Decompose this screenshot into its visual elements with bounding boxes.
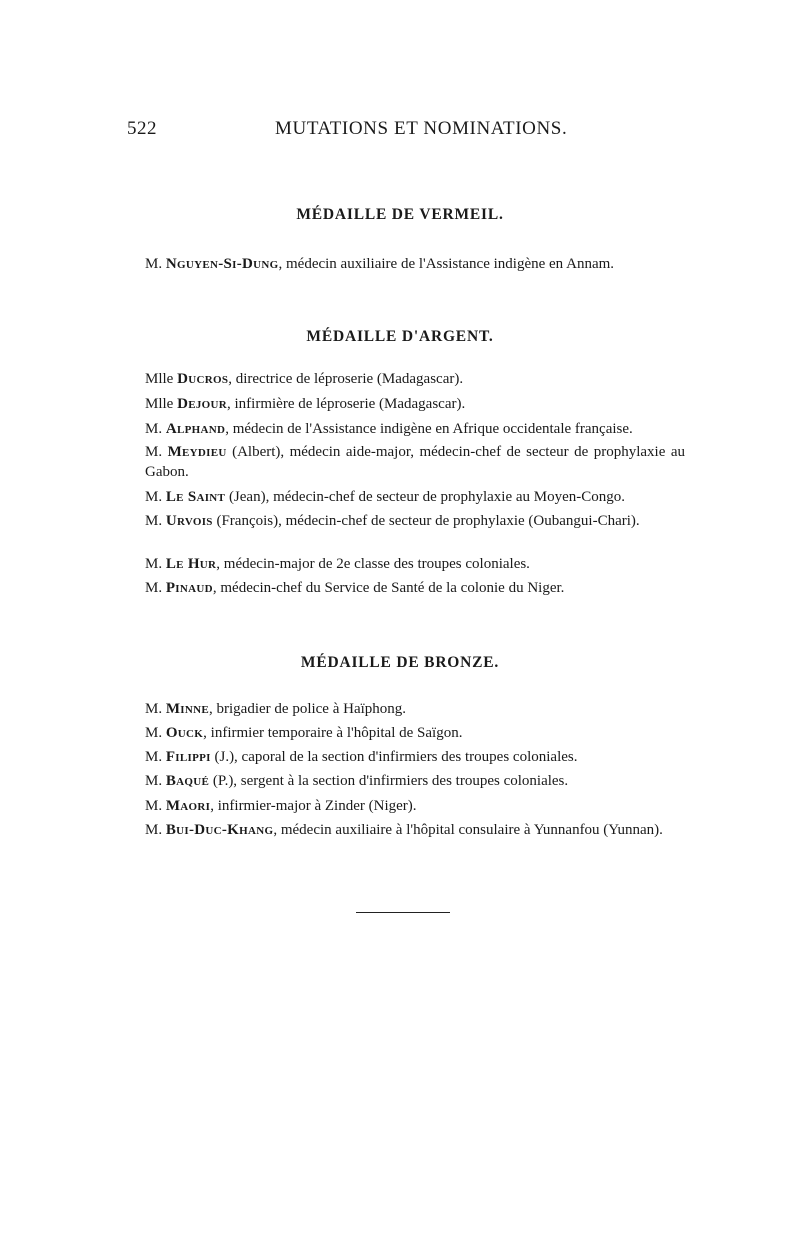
person-name: Alphand <box>165 421 226 437</box>
honorific: M. <box>145 444 168 460</box>
list-item <box>145 419 685 439</box>
running-head: MUTATIONS ET NOMINATIONS. <box>275 118 568 139</box>
honorific: Mlle <box>145 371 178 387</box>
list-item <box>145 796 685 816</box>
person-name: Baqué <box>165 773 210 789</box>
person-name: Meydieu <box>167 444 227 460</box>
entry-text: , infirmier temporaire à l'hôpital de Saïgon. <box>203 725 463 741</box>
closing-rule <box>356 912 450 913</box>
list-item <box>145 511 685 531</box>
entry-text: (J.), caporal de la section d'infirmiers des troupes coloniales. <box>210 749 578 765</box>
entry-text: (P.), sergent à la section d'infirmiers des troupes coloniales. <box>209 773 569 789</box>
entry-text: , médecin-chef du Service de Santé de la colonie du Niger. <box>212 580 565 596</box>
list-item <box>145 820 685 840</box>
list-item <box>145 723 685 743</box>
honorific: M. <box>145 256 166 272</box>
person-name: Maori <box>165 798 211 814</box>
person-name: Dejour <box>177 396 228 412</box>
list-item <box>145 747 685 767</box>
honorific: M. <box>145 513 166 529</box>
entry-text: (Jean), médecin-chef de secteur de prophylaxie au Moyen-Congo. <box>225 489 626 505</box>
section-title-argent: MÉDAILLE D'ARGENT. <box>306 328 494 345</box>
entry-text: , infirmier-major à Zinder (Niger). <box>210 798 417 814</box>
list-item <box>145 369 685 389</box>
person-name: Filippi <box>165 749 211 765</box>
person-name: Ouck <box>165 725 204 741</box>
page-number: 522 <box>127 118 157 139</box>
honorific: M. <box>145 798 166 814</box>
honorific: M. <box>145 725 166 741</box>
list-item <box>145 699 685 719</box>
honorific: M. <box>145 556 166 572</box>
entry-text: , médecin auxiliaire de l'Assistance indigène en Annam. <box>278 256 615 272</box>
honorific: M. <box>145 701 166 717</box>
list-item <box>145 578 685 598</box>
person-name: Minne <box>165 701 210 717</box>
list-item <box>145 254 685 274</box>
honorific: M. <box>145 489 166 505</box>
honorific: M. <box>145 421 166 437</box>
entry-text: (Albert), médecin aide-major, médecin-chef de secteur de prophylaxie au Gabon. <box>145 444 685 480</box>
section-title-bronze: MÉDAILLE DE BRONZE. <box>300 654 500 671</box>
honorific: Mlle <box>145 396 178 412</box>
person-name: Pinaud <box>165 580 213 596</box>
honorific: M. <box>145 822 166 838</box>
person-name: Bui-Duc-Khang <box>165 822 274 838</box>
person-name: Nguyen-Si-Dung <box>165 256 279 272</box>
list-item <box>145 487 685 507</box>
entry-text: , médecin auxiliaire à l'hôpital consulaire à Yunnanfou (Yunnan). <box>273 822 663 838</box>
entry-text: , brigadier de police à Haïphong. <box>209 701 407 717</box>
entry-text: , médecin-major de 2e classe des troupes coloniales. <box>216 556 530 572</box>
section-title-vermeil: MÉDAILLE DE VERMEIL. <box>296 206 504 223</box>
person-name: Le Saint <box>165 489 226 505</box>
entry-text: (François), médecin-chef de secteur de prophylaxie (Oubangui-Chari). <box>212 513 640 529</box>
entry-text: , directrice de léproserie (Madagascar). <box>228 371 464 387</box>
entry-text: , infirmière de léproserie (Madagascar). <box>227 396 466 412</box>
list-item <box>145 442 685 482</box>
person-name: Ducros <box>177 371 229 387</box>
person-name: Urvois <box>165 513 213 529</box>
honorific: M. <box>145 580 166 596</box>
list-item <box>145 394 685 414</box>
list-item <box>145 554 685 574</box>
honorific: M. <box>145 749 166 765</box>
list-item <box>145 771 685 791</box>
entry-text: , médecin de l'Assistance indigène en Afrique occidentale française. <box>225 421 633 437</box>
person-name: Le Hur <box>165 556 217 572</box>
honorific: M. <box>145 773 166 789</box>
